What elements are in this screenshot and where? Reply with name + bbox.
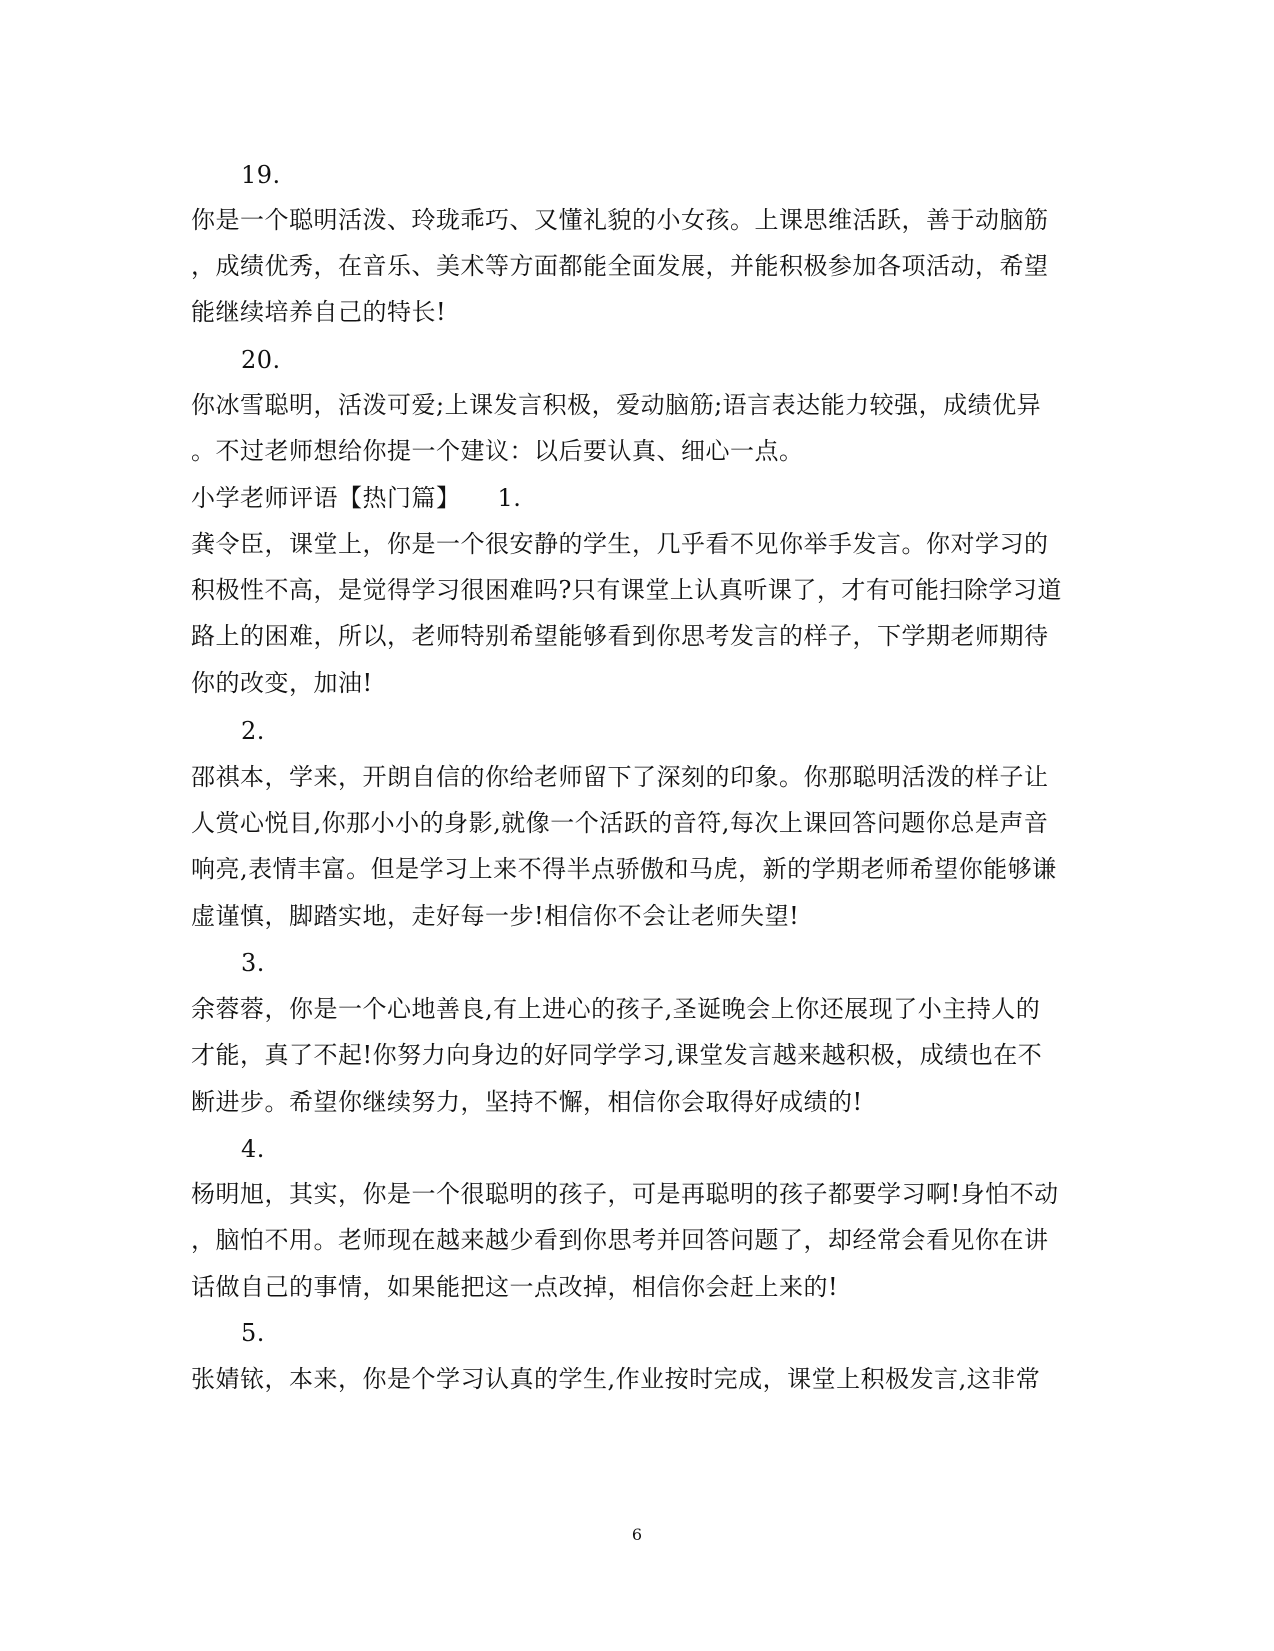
paragraph-line: 你冰雪聪明，活泼可爱;上课发言积极，爱动脑筋;语言表达能力较强，成绩优异 bbox=[191, 391, 1042, 419]
paragraph-line: 你的改变，加油! bbox=[191, 669, 373, 697]
item-number: 19. bbox=[241, 161, 281, 189]
paragraph-line: 龚令臣，课堂上，你是一个很安静的学生，几乎看不见你举手发言。你对学习的 bbox=[191, 530, 1049, 558]
paragraph-line: 张婧铱，本来，你是个学习认真的学生,作业按时完成，课堂上积极发言,这非常 bbox=[191, 1365, 1041, 1393]
page-number: 6 bbox=[631, 1525, 643, 1544]
paragraph-line: ，成绩优秀，在音乐、美术等方面都能全面发展，并能积极参加各项活动，希望 bbox=[191, 252, 1049, 280]
item-number: 5. bbox=[241, 1319, 265, 1347]
section-heading: 小学老师评语【热门篇】 1. bbox=[191, 484, 522, 512]
item-number: 3. bbox=[241, 949, 265, 977]
paragraph-line: 断进步。希望你继续努力，坚持不懈，相信你会取得好成绩的! bbox=[191, 1088, 863, 1116]
paragraph-line: 人赏心悦目,你那小小的身影,就像一个活跃的音符,每次上课回答问题你总是声音 bbox=[191, 809, 1049, 837]
paragraph-line: 杨明旭，其实，你是一个很聪明的孩子，可是再聪明的孩子都要学习啊!身怕不动 bbox=[191, 1180, 1059, 1208]
item-number: 4. bbox=[241, 1135, 265, 1163]
paragraph-line: 响亮,表情丰富。但是学习上来不得半点骄傲和马虎，新的学期老师希望你能够谦 bbox=[191, 855, 1057, 883]
item-number: 2. bbox=[241, 717, 265, 745]
paragraph-line: 余蓉蓉，你是一个心地善良,有上进心的孩子,圣诞晚会上你还展现了小主持人的 bbox=[191, 995, 1041, 1023]
paragraph-line: ，脑怕不用。老师现在越来越少看到你思考并回答问题了，却经常会看见你在讲 bbox=[191, 1226, 1049, 1254]
item-number: 20. bbox=[241, 346, 281, 374]
paragraph-line: 才能，真了不起!你努力向身边的好同学学习,课堂发言越来越积极，成绩也在不 bbox=[191, 1041, 1043, 1069]
paragraph-line: 邵祺本，学来，开朗自信的你给老师留下了深刻的印象。你那聪明活泼的样子让 bbox=[191, 763, 1049, 791]
paragraph-line: 你是一个聪明活泼、玲珑乖巧、又懂礼貌的小女孩。上课思维活跃，善于动脑筋 bbox=[191, 206, 1049, 234]
paragraph-line: 路上的困难，所以，老师特别希望能够看到你思考发言的样子，下学期老师期待 bbox=[191, 622, 1049, 650]
paragraph-line: 能继续培养自己的特长! bbox=[191, 298, 447, 326]
paragraph-line: 虚谨慎，脚踏实地，走好每一步!相信你不会让老师失望! bbox=[191, 902, 800, 930]
paragraph-line: 。不过老师想给你提一个建议：以后要认真、细心一点。 bbox=[191, 437, 804, 465]
paragraph-line: 话做自己的事情，如果能把这一点改掉，相信你会赶上来的! bbox=[191, 1273, 839, 1301]
paragraph-line: 积极性不高，是觉得学习很困难吗?只有课堂上认真听课了，才有可能扫除学习道 bbox=[191, 576, 1062, 604]
